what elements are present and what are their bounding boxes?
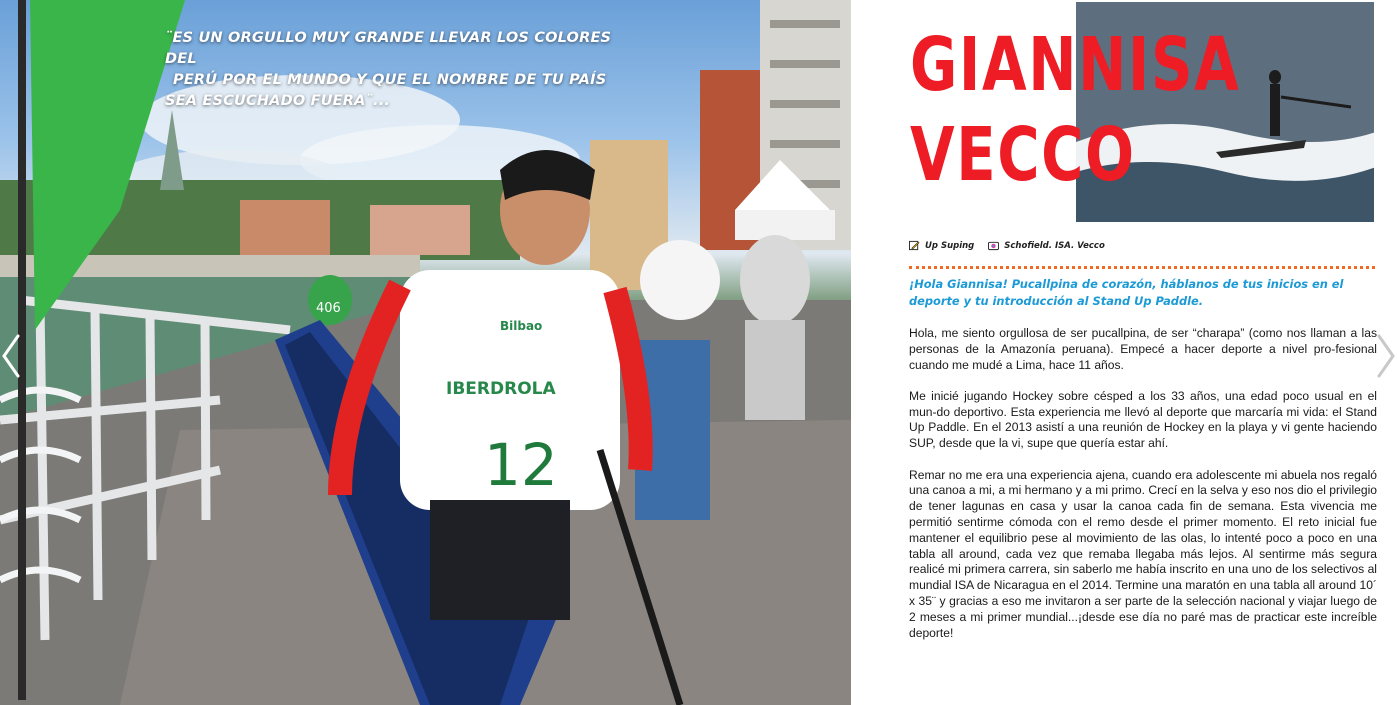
chevron-right-icon [1375, 333, 1397, 379]
shirt-city: Bilbao [500, 319, 543, 333]
article-page [851, 0, 1397, 705]
quote-line: PERÚ POR EL MUNDO Y QUE EL NOMBRE DE TU PAÍS [173, 72, 607, 88]
body-paragraph: Remar no me era una experiencia ajena, cuando era adolescente mi abuela nos regaló una canoa a mi, a mi hermano y a mi primo. Crecí en la selva y eso nos dio el privilegio de tener lagunas en casa y usar la canoa cada fin de semana. Esta vivencia me permitió sentirme cómoda con el remo desde el primer momento. El reto inicial fue mantener el equilibrio pese al movimiento de las olas, lo intenté poco a poco en una tabla all around, cada vez que remaba llegaba más lejos. Al sentirme más segura realicé mi primera carrera, sin saberlo me había inscrito en una uno de los selectivos al mundial ISA de Nicaragua en el 2014. Termine una maratón en una tabla all around 10´ x 35¨ y gracias a eso me invitaron a ser parte de la selección nacional y viajar luego de 2 meses a mi primer mundial...¡desde ese día no paré mas de practicar este increíble deporte! [909, 467, 1377, 640]
shirt-sponsor: IBERDROLA [446, 379, 556, 399]
photo-credit [988, 240, 1105, 251]
pencil-icon [909, 240, 920, 251]
body-paragraph: Me inicié jugando Hockey sobre césped a los 33 años, una edad poco usual en el mun-do deportivo. Esta experiencia me llevó al deporte que marcaría mi vida: el Stand Up Paddle. En el 2013 asistí a una reunión de Hockey en la playa y vi gente haciendo SUP, desde que la vi, supe que quería estar ahí. [909, 388, 1377, 451]
quote-line: SEA ESCUCHADO FUERA¨... [165, 93, 391, 109]
chevron-left-icon [0, 333, 22, 379]
shirt-number: 12 [484, 431, 558, 499]
interview-question: ¡Hola Giannisa! Pucallpina de corazón, háblanos de tus inicios en el deporte y tu introducción al Stand Up Paddle. [909, 277, 1344, 308]
article-title-first-name: GIANNISA [910, 22, 1241, 108]
article-body [909, 326, 1377, 657]
body-paragraph: Hola, me siento orgullosa de ser pucallpina, de ser “charapa” (como nos llaman a las personas de la Amazonía peruana). Empecé a hacer deporte a nivel pro-fesional cuando me mudé a Lima, hace 11 años. [909, 326, 1377, 372]
article-title-last-name: VECCO [910, 112, 1136, 198]
credit-text-label: Up Suping [925, 240, 975, 251]
quote-line: ¨ES UN ORGULLO MUY GRANDE LLEVAR LOS COLORES DEL [165, 30, 612, 67]
previous-page-button[interactable] [0, 333, 22, 379]
camera-icon [988, 240, 999, 251]
credit-photo-label: Schofield. ISA. Vecco [1004, 240, 1105, 251]
dotted-divider [909, 266, 1375, 269]
credits-bar [909, 240, 1105, 251]
text-credit [909, 240, 974, 251]
spectator-bib: 406 [316, 301, 341, 316]
pull-quote [165, 28, 635, 112]
next-page-button[interactable] [1375, 333, 1397, 379]
